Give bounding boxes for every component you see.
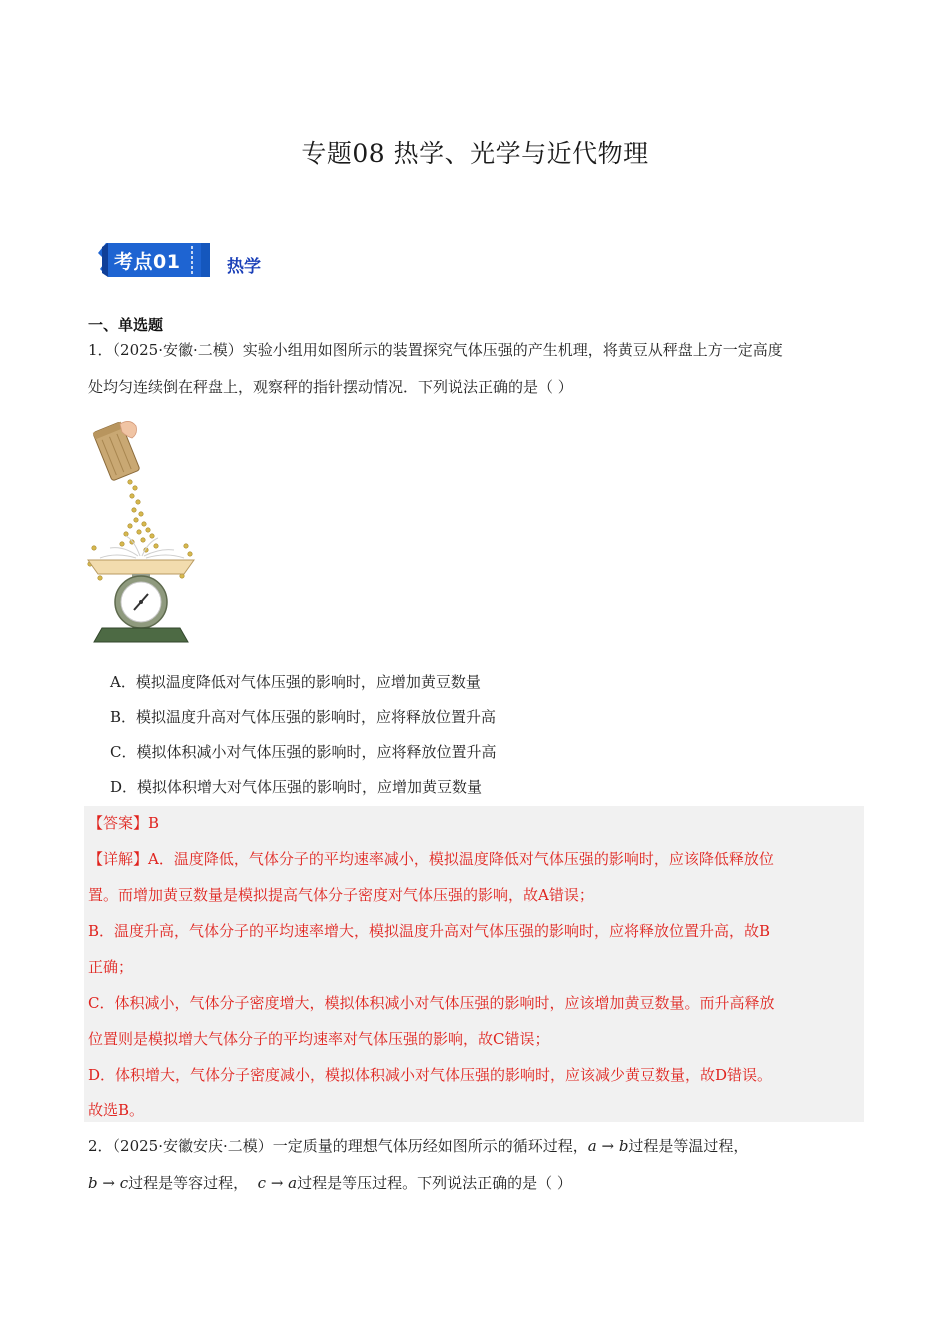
question-2-line-1 bbox=[88, 1135, 748, 1156]
page-title: 专题08 热学、光学与近代物理 bbox=[301, 139, 649, 168]
topic-label: 热学 bbox=[227, 257, 261, 277]
process-bc: b → c bbox=[88, 1174, 129, 1192]
explanation-line-6: 位置则是模拟增大气体分子的平均速率对气体压强的影响，故C错误； bbox=[88, 1030, 550, 1048]
option-a: A．模拟温度降低对气体压强的影响时，应增加黄豆数量 bbox=[110, 673, 481, 691]
option-b: B．模拟温度升高对气体压强的影响时，应将释放位置升高 bbox=[110, 708, 497, 726]
explanation-line-2: 置。而增加黄豆数量是模拟提高气体分子密度对气体压强的影响，故A错误； bbox=[88, 886, 594, 904]
explanation-line-7: D．体积增大，气体分子密度减小，模拟体积减小对气体压强的影响时，应该减少黄豆数量，故D错误。 bbox=[88, 1066, 773, 1084]
question-1-line-2: 处均匀连续倒在秤盘上，观察秤的指针摆动情况．下列说法正确的是（ ） bbox=[88, 378, 573, 396]
explanation-line-1: 【详解】A．温度降低，气体分子的平均速率减小，模拟温度降低对气体压强的影响时，应该降低释放位 bbox=[88, 850, 774, 868]
answer-line: 【答案】B bbox=[88, 814, 160, 832]
explanation-line-8: 故选B。 bbox=[88, 1101, 145, 1119]
explanation-line-5: C．体积减小，气体分子密度增大，模拟体积减小对气体压强的影响时，应该增加黄豆数量。而升高释放 bbox=[88, 994, 775, 1012]
section-heading: 一、单选题 bbox=[88, 316, 164, 334]
scale-beans-figure bbox=[86, 418, 196, 646]
process-ca-text: 过程是等压过程。下列说法正确的是（ ） bbox=[297, 1174, 572, 1192]
question-2-prefix: 2．（2025·安徽安庆·二模）一定质量的理想气体历经如图所示的循环过程， bbox=[88, 1137, 588, 1155]
question-1-line-1: 1．（2025·安徽·二模）实验小组用如图所示的装置探究气体压强的产生机理，将黄豆从秤盘上方一定高度 bbox=[88, 341, 783, 359]
option-c: C．模拟体积减小对气体压强的影响时，应将释放位置升高 bbox=[110, 743, 497, 761]
process-ab: a → b bbox=[587, 1137, 629, 1155]
process-ca: c → a bbox=[257, 1174, 298, 1192]
process-ab-text: 过程是等温过程， bbox=[628, 1137, 749, 1155]
explanation-line-3: B．温度升高，气体分子的平均速率增大，模拟温度升高对气体压强的影响时，应将释放位置升高，故B bbox=[88, 922, 771, 940]
badge-label: 考点01 bbox=[114, 251, 181, 273]
explanation-line-4: 正确； bbox=[88, 958, 134, 976]
option-d: D．模拟体积增大对气体压强的影响时，应增加黄豆数量 bbox=[110, 778, 483, 796]
question-2-line-2 bbox=[88, 1172, 572, 1193]
topic-badge bbox=[98, 239, 214, 281]
process-bc-text: 过程是等容过程， bbox=[128, 1174, 249, 1192]
